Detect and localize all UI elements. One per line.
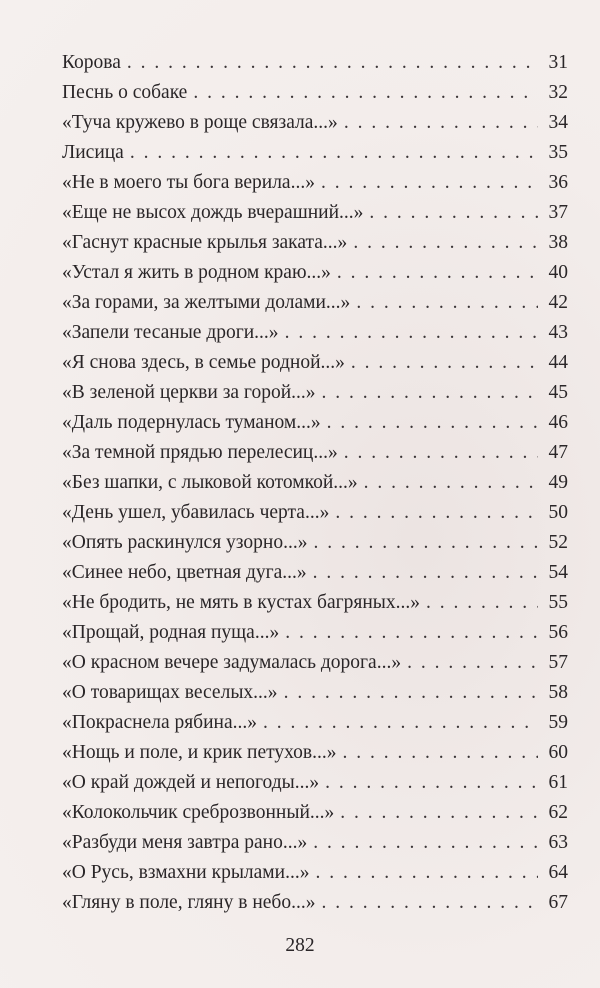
- toc-entry-page: 35: [548, 142, 568, 163]
- toc-entry-page: 38: [548, 232, 568, 253]
- toc-dot-leader: [315, 858, 538, 888]
- toc-entry: [62, 318, 568, 348]
- toc-entry-title: «Покраснела рябина...»: [62, 712, 258, 733]
- toc-entry: [62, 708, 568, 738]
- toc-dot-leader: [364, 468, 538, 498]
- toc-entry: [62, 378, 568, 408]
- toc-entry: [62, 798, 568, 828]
- toc-entry: [62, 438, 568, 468]
- toc-dot-leader: [325, 768, 538, 798]
- toc-entry-page: 45: [548, 382, 568, 403]
- toc-entry: [62, 648, 568, 678]
- toc-entry-page: 57: [548, 652, 568, 673]
- toc-entry-page: 47: [548, 442, 568, 463]
- toc-entry-title: «Запели тесаные дроги...»: [62, 322, 279, 343]
- toc-entry-page: 42: [548, 292, 568, 313]
- toc-dot-leader: [321, 888, 538, 918]
- toc-entry-title: «Нощь и поле, и крик петухов...»: [62, 742, 337, 763]
- toc-entry-page: 36: [548, 172, 568, 193]
- page-number: 282: [285, 935, 315, 956]
- toc-entry-title: «Не бродить, не мять в кустах багряных...»: [62, 592, 420, 613]
- toc-dot-leader: [127, 48, 538, 78]
- toc-entry-page: 32: [548, 82, 568, 103]
- toc-dot-leader: [130, 138, 538, 168]
- toc-dot-leader: [327, 408, 538, 438]
- toc-dot-leader: [356, 288, 538, 318]
- toc-dot-leader: [340, 798, 538, 828]
- toc-entry-page: 37: [548, 202, 568, 223]
- toc-dot-leader: [407, 648, 538, 678]
- toc-entry: [62, 888, 568, 918]
- toc-entry-page: 34: [548, 112, 568, 133]
- toc-entry-page: 54: [548, 562, 568, 583]
- toc-entry-title: «Даль подернулась туманом...»: [62, 412, 321, 433]
- toc-dot-leader: [313, 558, 538, 588]
- toc-entry-title: «Прощай, родная пуща...»: [62, 622, 280, 643]
- toc-dot-leader: [337, 258, 538, 288]
- toc-entry-page: 49: [548, 472, 568, 493]
- toc-entry-page: 55: [548, 592, 568, 613]
- toc-entry-page: 58: [548, 682, 568, 703]
- toc-entry-title: «О красном вечере задумалась дорога...»: [62, 652, 402, 673]
- toc-entry-title: «Туча кружево в роще связала...»: [62, 112, 338, 133]
- toc-entry-title: «О край дождей и непогоды...»: [62, 772, 320, 793]
- toc-entry: [62, 768, 568, 798]
- toc-entry-page: 61: [548, 772, 568, 793]
- toc-entry-page: 62: [548, 802, 568, 823]
- toc-entry-page: 67: [548, 892, 568, 913]
- toc-dot-leader: [313, 828, 538, 858]
- toc-entry-title: «За горами, за желтыми долами...»: [62, 292, 351, 313]
- toc-dot-leader: [321, 168, 538, 198]
- toc-dot-leader: [344, 108, 538, 138]
- toc-entry-page: 59: [548, 712, 568, 733]
- toc-entry-title: Песнь о собаке: [62, 82, 188, 103]
- toc-entry: [62, 288, 568, 318]
- toc-entry-title: «Колокольчик среброзвонный...»: [62, 802, 335, 823]
- toc-entry-title: «Гляну в поле, гляну в небо...»: [62, 892, 316, 913]
- toc-entry: [62, 618, 568, 648]
- toc-entry-title: «Гаснут красные крылья заката...»: [62, 232, 348, 253]
- toc-entry: [62, 78, 568, 108]
- toc-entry-page: 46: [548, 412, 568, 433]
- toc-entry-title: «О товарищах веселых...»: [62, 682, 278, 703]
- toc-entry-title: «Устал я жить в родном краю...»: [62, 262, 331, 283]
- toc-dot-leader: [322, 378, 538, 408]
- toc-entry: [62, 348, 568, 378]
- toc-entry: [62, 498, 568, 528]
- toc-dot-leader: [193, 78, 538, 108]
- toc-entry-title: «Без шапки, с лыковой котомкой...»: [62, 472, 358, 493]
- toc-entry: [62, 528, 568, 558]
- toc-entry-page: 31: [548, 52, 568, 73]
- toc-entry-title: «Разбуди меня завтра рано...»: [62, 832, 308, 853]
- toc-entry-title: «Не в моего ты бога верила...»: [62, 172, 315, 193]
- toc-entry: [62, 828, 568, 858]
- table-of-contents: [62, 48, 568, 918]
- toc-entry-page: 50: [548, 502, 568, 523]
- toc-entry-page: 44: [548, 352, 568, 373]
- toc-entry-page: 56: [548, 622, 568, 643]
- toc-entry-title: Лисица: [62, 142, 124, 163]
- toc-entry: [62, 198, 568, 228]
- toc-entry-title: «Я снова здесь, в семье родной...»: [62, 352, 345, 373]
- toc-entry-title: «День ушел, убавилась черта...»: [62, 502, 330, 523]
- toc-entry: [62, 858, 568, 888]
- toc-entry-page: 52: [548, 532, 568, 553]
- toc-dot-leader: [285, 318, 538, 348]
- toc-entry: [62, 468, 568, 498]
- toc-dot-leader: [369, 198, 538, 228]
- toc-entry: [62, 108, 568, 138]
- toc-entry: [62, 138, 568, 168]
- toc-entry: [62, 258, 568, 288]
- toc-entry-title: «Еще не высох дождь вчерашний...»: [62, 202, 364, 223]
- toc-entry-page: 60: [548, 742, 568, 763]
- toc-dot-leader: [353, 228, 538, 258]
- toc-dot-leader: [344, 438, 538, 468]
- toc-entry: [62, 168, 568, 198]
- toc-entry-page: 40: [548, 262, 568, 283]
- toc-entry: [62, 48, 568, 78]
- toc-dot-leader: [335, 498, 538, 528]
- toc-dot-leader: [426, 588, 538, 618]
- toc-entry-page: 64: [548, 862, 568, 883]
- toc-entry: [62, 678, 568, 708]
- toc-entry-title: Корова: [62, 52, 121, 73]
- toc-dot-leader: [313, 528, 538, 558]
- toc-entry-title: «Опять раскинулся узорно...»: [62, 532, 308, 553]
- toc-entry: [62, 228, 568, 258]
- toc-entry-title: «В зеленой церкви за горой...»: [62, 382, 316, 403]
- toc-entry-title: «За темной прядью перелесиц...»: [62, 442, 338, 463]
- toc-dot-leader: [343, 738, 538, 768]
- toc-entry-page: 63: [548, 832, 568, 853]
- toc-dot-leader: [351, 348, 538, 378]
- toc-entry-title: «О Русь, взмахни крылами...»: [62, 862, 310, 883]
- toc-entry-page: 43: [548, 322, 568, 343]
- toc-entry: [62, 558, 568, 588]
- toc-dot-leader: [284, 678, 538, 708]
- toc-dot-leader: [285, 618, 538, 648]
- toc-entry: [62, 588, 568, 618]
- toc-dot-leader: [263, 708, 538, 738]
- toc-entry-title: «Синее небо, цветная дуга...»: [62, 562, 307, 583]
- toc-entry: [62, 408, 568, 438]
- toc-entry: [62, 738, 568, 768]
